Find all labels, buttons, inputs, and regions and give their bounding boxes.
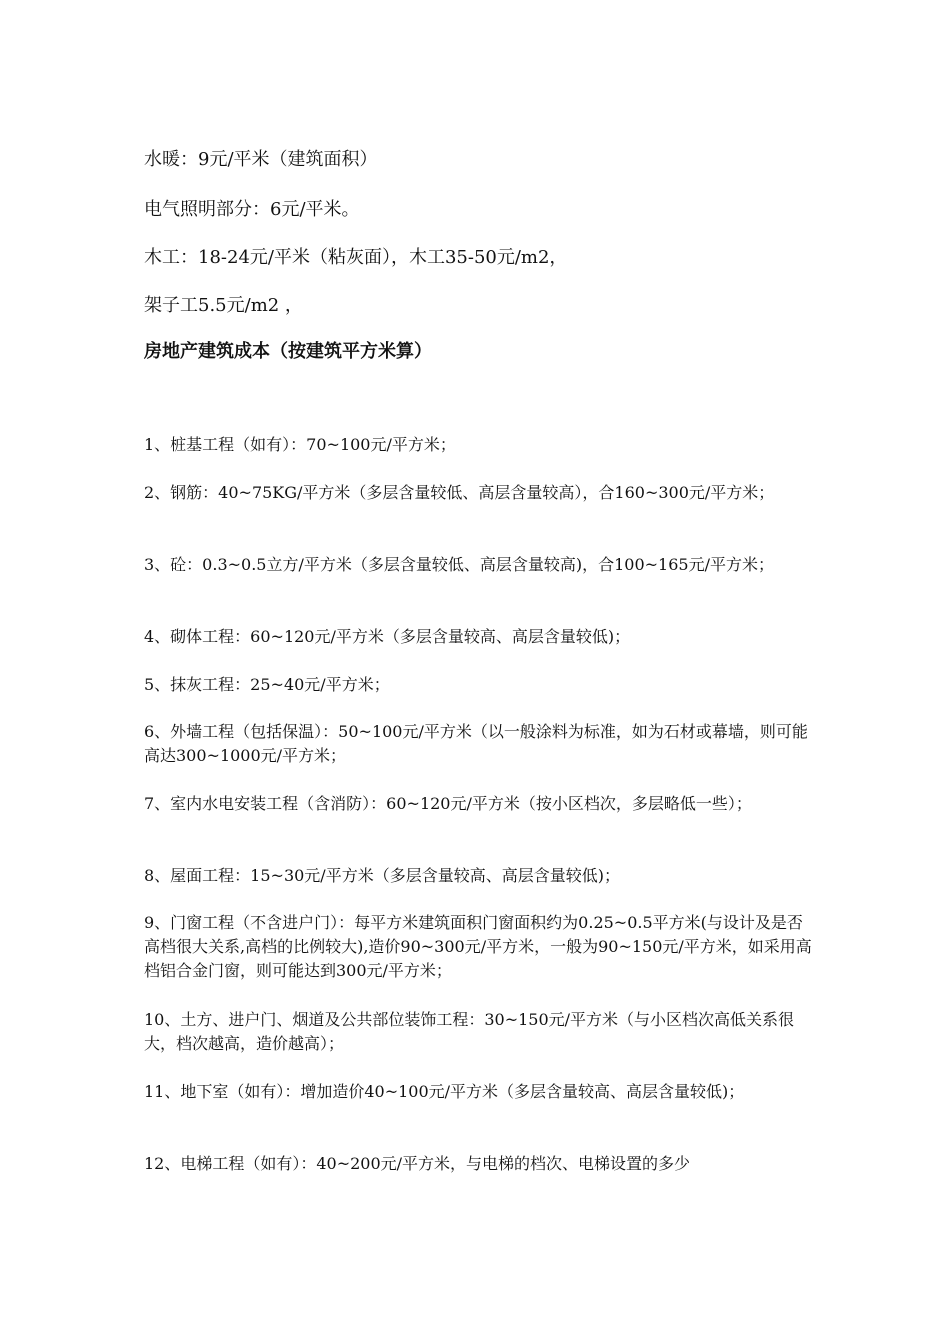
list-item-5: 5、抹灰工程：25~40元/平方米； (144, 675, 390, 694)
list-item-9: 9、门窗工程（不含进户门）：每平方米建筑面积门窗面积约为0.25~0.5平方米(与设计及是否高档很大关系,高档的比例较大),造价90~300元/平方米，一般为90~150元/平方米，如采用高档铝合金门窗，则可能达到300元/平方米； (144, 913, 812, 980)
cost-line-carpentry: 木工：18-24元/平米（粘灰面），木工35-50元/m2， (144, 247, 568, 268)
cost-line-plumbing-heating: 水暖：9元/平米（建筑面积） (144, 149, 378, 170)
list-item-1: 1、桩基工程（如有）：70~100元/平方米； (144, 435, 456, 454)
list-item-4: 4、砌体工程：60~120元/平方米（多层含量较高、高层含量较低)； (144, 627, 631, 646)
list-item-12: 12、电梯工程（如有）：40~200元/平方米，与电梯的档次、电梯设置的多少 (144, 1154, 691, 1173)
list-item-11: 11、地下室（如有）：增加造价40~100元/平方米（多层含量较高、高层含量较低)； (144, 1082, 745, 1101)
section-heading: 房地产建筑成本（按建筑平方米算） (144, 341, 432, 362)
list-item-6: 6、外墙工程（包括保温）：50~100元/平方米（以一般涂料为标准，如为石材或幕墙，则可能高达300~1000元/平方米； (144, 722, 808, 765)
list-item-8: 8、屋面工程：15~30元/平方米（多层含量较高、高层含量较低)； (144, 866, 620, 885)
list-item-2: 2、钢筋：40~75KG/平方米（多层含量较低、高层含量较高），合160~300元/平方米； (144, 483, 775, 502)
list-item-3: 3、砼：0.3~0.5立方/平方米（多层含量较低、高层含量较高)，合100~165元/平方米； (144, 555, 774, 574)
cost-line-scaffolding: 架子工5.5元/m2 ， (144, 295, 303, 316)
list-item-7: 7、室内水电安装工程（含消防）：60~120元/平方米（按小区档次，多层略低一些）； (144, 794, 752, 813)
cost-line-electrical-lighting: 电气照明部分：6元/平米。 (144, 199, 360, 220)
list-item-10: 10、土方、进户门、烟道及公共部位装饰工程：30~150元/平方米（与小区档次高低关系很大，档次越高，造价越高）； (144, 1010, 795, 1053)
